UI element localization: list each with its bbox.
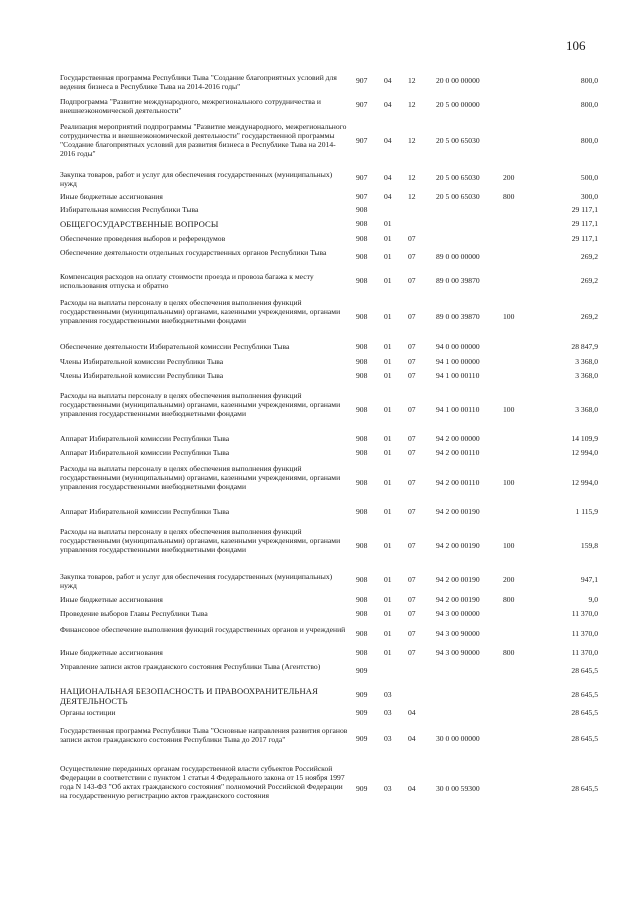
row-rz: 01 <box>384 609 392 618</box>
row-pr: 12 <box>408 100 416 109</box>
row-name: Члены Избирательной комиссии Республики Тыва <box>60 357 224 366</box>
row-gr: 908 <box>356 609 368 618</box>
row-name: Расходы на выплаты персоналу в целях обеспечения выполнения функций государственными (муниципальными) органами, казенными учреждениями, органами управления государственными внебюджетными фондами <box>60 298 341 325</box>
row-sum: 29 117,1 <box>571 205 598 214</box>
row-rz: 01 <box>384 357 392 366</box>
row-pr: 07 <box>408 405 416 414</box>
row-gr: 908 <box>356 434 368 443</box>
row-name: Иные бюджетные ассигнования <box>60 192 163 201</box>
row-vr: 200 <box>503 173 515 182</box>
row-cs: 20 5 00 00000 <box>436 100 480 109</box>
row-pr: 07 <box>408 357 416 366</box>
row-sum: 12 994,0 <box>571 448 598 457</box>
row-gr: 908 <box>356 648 368 657</box>
row-sum: 28 645,5 <box>571 734 598 743</box>
row-cs: 94 0 00 00000 <box>436 342 480 351</box>
row-gr: 907 <box>356 76 368 85</box>
row-rz: 01 <box>384 507 392 516</box>
row-cs: 89 0 00 00000 <box>436 252 480 261</box>
row-name: Государственная программа Республики Тыва "Создание благоприятных условий для ведения бизнеса в Республике Тыва на 2014-2016 годы" <box>60 73 337 91</box>
row-cs: 94 2 00 00190 <box>436 541 480 550</box>
row-rz: 01 <box>384 371 392 380</box>
row-gr: 909 <box>356 734 368 743</box>
row-gr: 908 <box>356 595 368 604</box>
row-sum: 159,8 <box>580 541 598 550</box>
row-sum: 11 370,0 <box>571 609 598 618</box>
row-name: Управление записи актов гражданского состояния Республики Тыва (Агентство) <box>60 662 321 671</box>
row-name: Аппарат Избирательной комиссии Республики Тыва <box>60 434 230 443</box>
row-gr: 908 <box>356 276 368 285</box>
row-sum: 14 109,9 <box>571 434 598 443</box>
row-vr: 100 <box>503 312 515 321</box>
row-cs: 20 0 00 00000 <box>436 76 480 85</box>
row-sum: 3 368,0 <box>575 371 598 380</box>
row-sum: 800,0 <box>580 100 598 109</box>
row-pr: 07 <box>408 541 416 550</box>
row-pr: 04 <box>408 734 416 743</box>
row-name: Реализация мероприятий подпрограммы "Развитие международного, межрегионального сотрудничества и внешнеэкономической деятельности" государственной программы "Создание благоприятных условий для развития бизнеса в Республике Тыва на 2014-2016 годы" <box>60 122 347 158</box>
row-name: Расходы на выплаты персоналу в целях обеспечения выполнения функций государственными (муниципальными) органами, казенными учреждениями, органами управления государственными внебюджетными фондами <box>60 464 341 491</box>
row-pr: 07 <box>408 252 416 261</box>
row-name: Иные бюджетные ассигнования <box>60 648 163 657</box>
row-cs: 94 1 00 00110 <box>436 371 480 380</box>
row-rz: 04 <box>384 136 392 145</box>
row-rz: 01 <box>384 575 392 584</box>
row-name: НАЦИОНАЛЬНАЯ БЕЗОПАСНОСТЬ И ПРАВООХРАНИТЕЛЬНАЯ ДЕЯТЕЛЬНОСТЬ <box>60 686 318 706</box>
row-pr: 07 <box>408 312 416 321</box>
row-cs: 20 5 00 65030 <box>436 192 480 201</box>
row-name: Государственная программа Республики Тыва "Основные направления развития органов записи актов гражданского состояния Республики Тыва до 2017 года" <box>60 726 348 744</box>
row-cs: 94 2 00 00190 <box>436 507 480 516</box>
row-sum: 28 645,5 <box>571 708 598 717</box>
row-pr: 07 <box>408 448 416 457</box>
row-sum: 28 645,5 <box>571 690 598 699</box>
row-cs: 94 1 00 00000 <box>436 357 480 366</box>
row-sum: 3 368,0 <box>575 405 598 414</box>
row-rz: 01 <box>384 405 392 414</box>
row-name: Проведение выборов Главы Республики Тыва <box>60 609 208 618</box>
row-pr: 07 <box>408 575 416 584</box>
row-rz: 01 <box>384 312 392 321</box>
row-rz: 04 <box>384 173 392 182</box>
row-pr: 12 <box>408 136 416 145</box>
row-gr: 909 <box>356 784 368 793</box>
row-cs: 20 5 00 65030 <box>436 136 480 145</box>
row-sum: 500,0 <box>580 173 598 182</box>
row-cs: 94 3 00 90000 <box>436 648 480 657</box>
row-pr: 07 <box>408 478 416 487</box>
row-cs: 94 2 00 00110 <box>436 478 480 487</box>
row-gr: 907 <box>356 192 368 201</box>
row-pr: 07 <box>408 234 416 243</box>
row-sum: 1 115,9 <box>575 507 598 516</box>
row-rz: 01 <box>384 448 392 457</box>
row-rz: 01 <box>384 276 392 285</box>
row-gr: 908 <box>356 357 368 366</box>
row-gr: 908 <box>356 219 368 228</box>
row-pr: 12 <box>408 192 416 201</box>
row-sum: 28 645,5 <box>571 784 598 793</box>
row-gr: 908 <box>356 252 368 261</box>
row-pr: 07 <box>408 342 416 351</box>
row-gr: 908 <box>356 342 368 351</box>
row-gr: 907 <box>356 100 368 109</box>
row-gr: 909 <box>356 708 368 717</box>
row-vr: 100 <box>503 405 515 414</box>
row-rz: 01 <box>384 629 392 638</box>
row-name: Обеспечение деятельности Избирательной комиссии Республики Тыва <box>60 342 290 351</box>
row-cs: 89 0 00 39870 <box>436 276 480 285</box>
row-gr: 908 <box>356 371 368 380</box>
row-name: Осуществление переданных органам государственной власти субъектов Российской Федерации в соответствии с пунктом 1 статьи 4 Федерального закона от 15 ноября 1997 года N 143-ФЗ "Об актах гражданского состояния" полномочий Российской Федерации на государственную регистрацию актов гражданского состояния <box>60 764 345 800</box>
row-pr: 12 <box>408 76 416 85</box>
row-rz: 01 <box>384 595 392 604</box>
row-pr: 07 <box>408 371 416 380</box>
row-pr: 07 <box>408 595 416 604</box>
row-name: Члены Избирательной комиссии Республики Тыва <box>60 371 224 380</box>
row-rz: 03 <box>384 734 392 743</box>
row-rz: 03 <box>384 690 392 699</box>
row-cs: 94 2 00 00000 <box>436 434 480 443</box>
row-sum: 947,1 <box>580 575 598 584</box>
row-name: Закупка товаров, работ и услуг для обеспечения государственных (муниципальных) нужд <box>60 572 333 590</box>
row-name: Расходы на выплаты персоналу в целях обеспечения выполнения функций государственными (муниципальными) органами, казенными учреждениями, органами управления государственными внебюджетными фондами <box>60 391 341 418</box>
row-sum: 28 847,9 <box>571 342 598 351</box>
row-sum: 28 645,5 <box>571 666 598 675</box>
row-pr: 07 <box>408 629 416 638</box>
row-sum: 800,0 <box>580 136 598 145</box>
row-sum: 269,2 <box>580 276 598 285</box>
row-name: Подпрограмма "Развитие международного, межрегионального сотрудничества и внешнеэкономической деятельности" <box>60 97 321 115</box>
row-vr: 100 <box>503 541 515 550</box>
row-name: Иные бюджетные ассигнования <box>60 595 163 604</box>
row-rz: 04 <box>384 76 392 85</box>
row-sum: 9,0 <box>588 595 598 604</box>
row-gr: 908 <box>356 234 368 243</box>
row-vr: 200 <box>503 575 515 584</box>
row-name: Финансовое обеспечение выполнения функций государственных органов и учреждений <box>60 625 346 634</box>
row-gr: 909 <box>356 690 368 699</box>
row-cs: 30 0 00 00000 <box>436 734 480 743</box>
row-pr: 04 <box>408 708 416 717</box>
row-sum: 800,0 <box>580 76 598 85</box>
row-name: Обеспечение деятельности отдельных государственных органов Республики Тыва <box>60 248 327 257</box>
row-gr: 908 <box>356 205 368 214</box>
row-pr: 07 <box>408 434 416 443</box>
row-pr: 12 <box>408 173 416 182</box>
row-name: Органы юстиции <box>60 708 116 717</box>
row-rz: 01 <box>384 234 392 243</box>
row-sum: 11 370,0 <box>571 629 598 638</box>
row-gr: 908 <box>356 405 368 414</box>
row-rz: 01 <box>384 434 392 443</box>
row-cs: 30 0 00 59300 <box>436 784 480 793</box>
row-rz: 04 <box>384 192 392 201</box>
row-name: ОБЩЕГОСУДАРСТВЕННЫЕ ВОПРОСЫ <box>60 219 219 229</box>
row-sum: 29 117,1 <box>571 234 598 243</box>
row-sum: 29 117,1 <box>571 219 598 228</box>
row-vr: 800 <box>503 192 515 201</box>
row-cs: 20 5 00 65030 <box>436 173 480 182</box>
row-gr: 908 <box>356 575 368 584</box>
row-gr: 907 <box>356 173 368 182</box>
row-gr: 909 <box>356 666 368 675</box>
row-pr: 07 <box>408 507 416 516</box>
row-vr: 800 <box>503 648 515 657</box>
row-rz: 04 <box>384 100 392 109</box>
row-gr: 908 <box>356 507 368 516</box>
row-rz: 01 <box>384 648 392 657</box>
row-name: Компенсация расходов на оплату стоимости проезда и провоза багажа к месту использования отпуска и обратно <box>60 272 314 290</box>
row-cs: 94 3 00 00000 <box>436 609 480 618</box>
row-cs: 94 2 00 00190 <box>436 575 480 584</box>
row-pr: 07 <box>408 609 416 618</box>
row-gr: 907 <box>356 136 368 145</box>
row-sum: 12 994,0 <box>571 478 598 487</box>
row-rz: 01 <box>384 219 392 228</box>
row-cs: 94 2 00 00110 <box>436 448 480 457</box>
row-gr: 908 <box>356 541 368 550</box>
page-number: 106 <box>566 38 586 53</box>
row-cs: 94 3 00 90000 <box>436 629 480 638</box>
row-sum: 3 368,0 <box>575 357 598 366</box>
row-name: Аппарат Избирательной комиссии Республики Тыва <box>60 507 230 516</box>
row-name: Расходы на выплаты персоналу в целях обеспечения выполнения функций государственными (муниципальными) органами, казенными учреждениями, органами управления государственными внебюджетными фондами <box>60 527 341 554</box>
row-name: Закупка товаров, работ и услуг для обеспечения государственных (муниципальных) нужд <box>60 170 333 188</box>
row-sum: 269,2 <box>580 252 598 261</box>
row-sum: 269,2 <box>580 312 598 321</box>
row-pr: 04 <box>408 784 416 793</box>
row-name: Обеспечение проведения выборов и референдумов <box>60 234 226 243</box>
row-gr: 908 <box>356 312 368 321</box>
row-vr: 800 <box>503 595 515 604</box>
row-rz: 01 <box>384 478 392 487</box>
row-pr: 07 <box>408 276 416 285</box>
row-sum: 11 370,0 <box>571 648 598 657</box>
row-gr: 908 <box>356 448 368 457</box>
row-rz: 01 <box>384 252 392 261</box>
row-rz: 01 <box>384 342 392 351</box>
row-gr: 908 <box>356 629 368 638</box>
row-pr: 07 <box>408 648 416 657</box>
row-rz: 03 <box>384 708 392 717</box>
row-cs: 94 1 00 00110 <box>436 405 480 414</box>
row-gr: 908 <box>356 478 368 487</box>
row-sum: 300,0 <box>580 192 598 201</box>
row-rz: 01 <box>384 541 392 550</box>
row-name: Аппарат Избирательной комиссии Республики Тыва <box>60 448 230 457</box>
row-name: Избирательная комиссия Республики Тыва <box>60 205 199 214</box>
row-cs: 94 2 00 00190 <box>436 595 480 604</box>
row-rz: 03 <box>384 784 392 793</box>
row-vr: 100 <box>503 478 515 487</box>
row-cs: 89 0 00 39870 <box>436 312 480 321</box>
